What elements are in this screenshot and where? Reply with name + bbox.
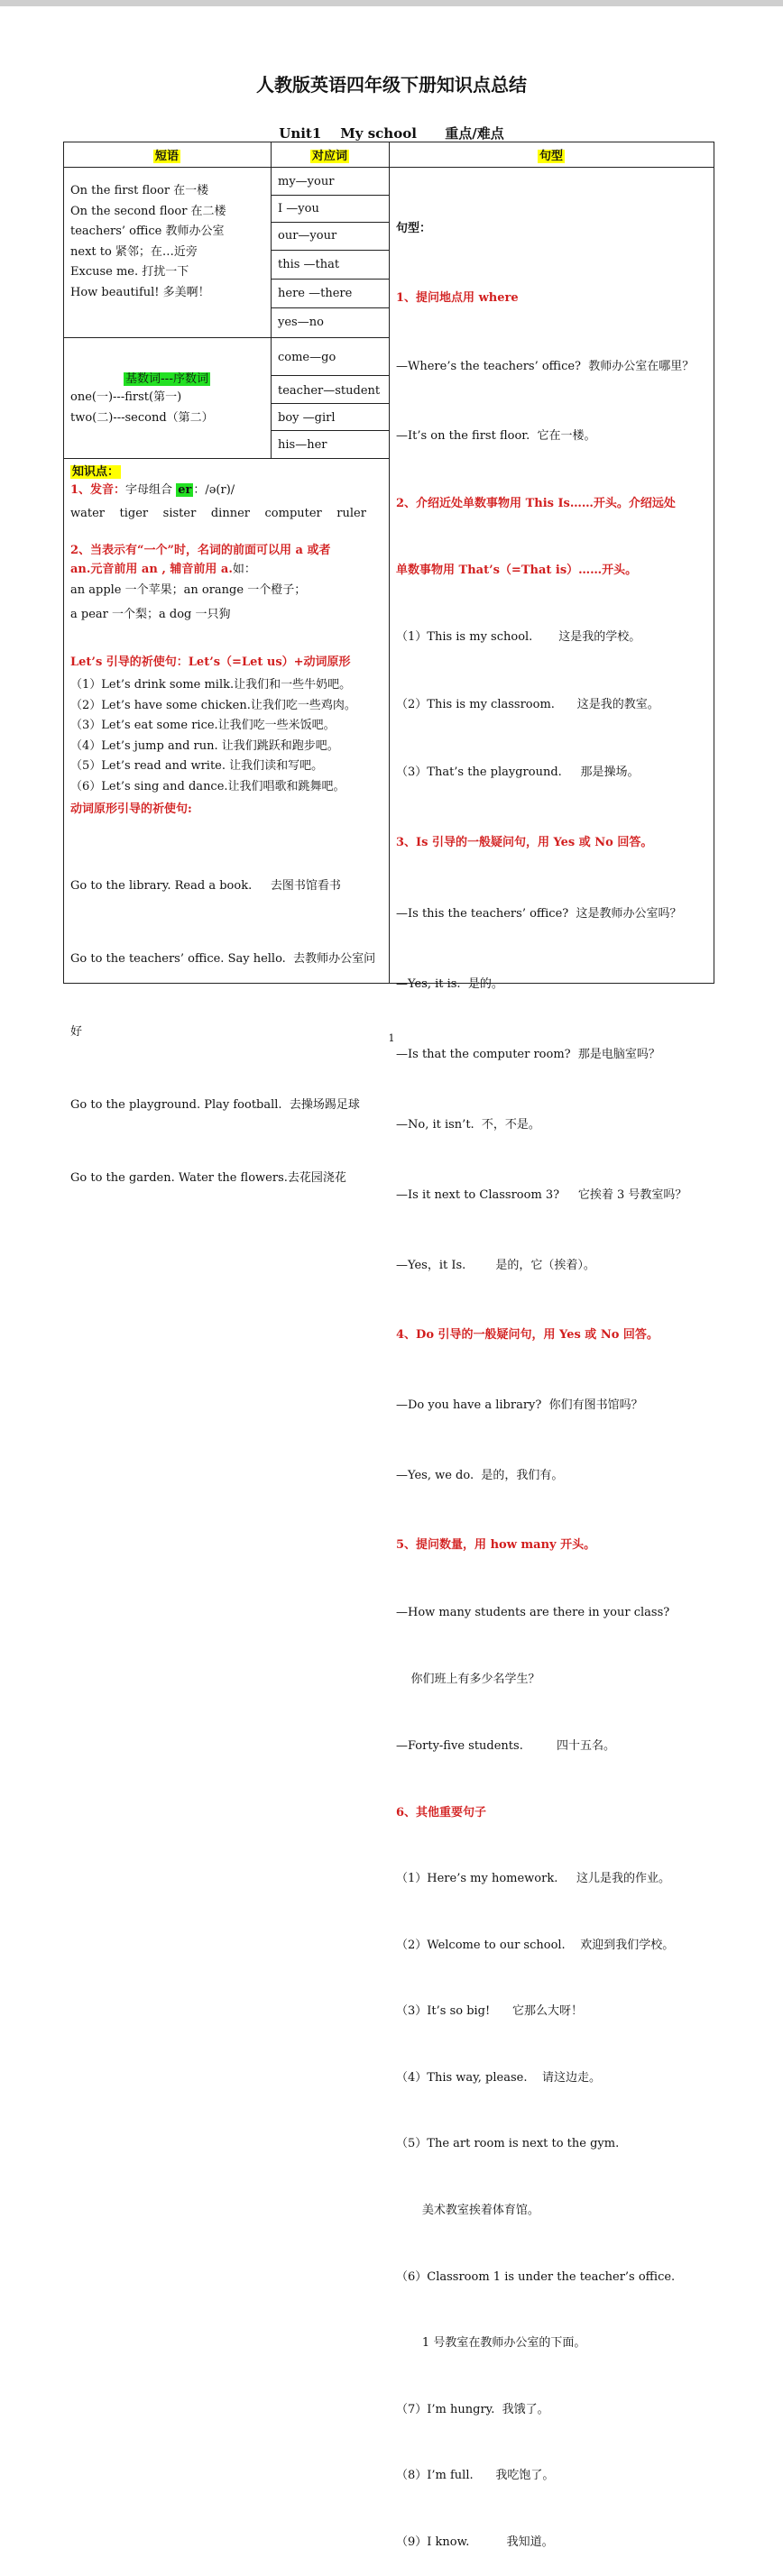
phrase-list bbox=[70, 181, 226, 304]
phrase-item: teachers’ office 教师办公室 bbox=[70, 225, 225, 239]
imperative-item: Go to the garden. Water the flowers.去花园浇花 bbox=[70, 1171, 346, 1185]
article-example-2: a pear 一个梨；a dog 一只狗 bbox=[70, 608, 231, 621]
pair-item: teacher—student bbox=[278, 384, 381, 398]
article-rule-line1: 2、当表示有“一个”时，名词的前面可以用 a 或者 bbox=[70, 544, 331, 557]
imperative-title: 动词原形引导的祈使句: bbox=[70, 802, 192, 816]
phrase-item: next to 紧邻；在…近旁 bbox=[70, 244, 198, 259]
lets-item: （3）Let’s eat some rice.让我们吃一些米饭吧。 bbox=[70, 719, 336, 733]
pattern-line: （1）Here’s my homework. 这儿是我的作业。 bbox=[396, 1872, 671, 1885]
pattern-line: —Forty-five students. 四十五名。 bbox=[396, 1739, 616, 1753]
pattern-line: （3）That’s the playground. 那是操场。 bbox=[396, 765, 640, 779]
phrase-item: On the first floor 在一楼 bbox=[70, 184, 209, 197]
pattern-line: —Yes, we do. 是的，我们有。 bbox=[396, 1469, 564, 1482]
pattern-line: （4）This way, please. 请这边走。 bbox=[396, 2070, 601, 2085]
pair-item: this —that bbox=[278, 258, 340, 271]
pattern-line: （9）I know. 我知道。 bbox=[396, 2535, 554, 2549]
pattern-line: （8）I’m full. 我吃饱了。 bbox=[396, 2469, 555, 2483]
pattern-title: 单数事物用 That’s（=That is）……开头。 bbox=[396, 564, 638, 577]
header-phrases: 短语 bbox=[154, 150, 179, 163]
lets-item: （6）Let’s sing and dance.让我们唱歌和跳舞吧。 bbox=[70, 779, 345, 793]
pair-item: I —you bbox=[278, 202, 319, 215]
article-example-1: an apple 一个苹果；an orange 一个橙子； bbox=[70, 583, 307, 597]
pair-item: our—your bbox=[278, 229, 337, 243]
pattern-line: （1）This is my school. 这是我的学校。 bbox=[396, 630, 641, 644]
lets-item: （4）Let’s jump and run. 让我们跳跃和跑步吧。 bbox=[70, 738, 339, 753]
lets-item: （5）Let’s read and write. 让我们读和写吧。 bbox=[70, 759, 324, 774]
imperative-item: 好 bbox=[70, 1025, 83, 1039]
pattern-line: —Do you have a library? 你们有图书馆吗？ bbox=[396, 1398, 643, 1412]
imperative-item: Go to the teachers’ office. Say hello. 去教师办公室问 bbox=[70, 952, 376, 966]
pattern-line: —No, it isn’t. 不，不是。 bbox=[396, 1118, 540, 1132]
pair-item: here —there bbox=[278, 287, 353, 300]
pattern-title: 2、介绍近处单数事物用 This Is……开头。介绍远处 bbox=[396, 497, 676, 510]
pattern-line: 美术教室挨着体育馆。 bbox=[396, 2203, 539, 2217]
pair-item: come—go bbox=[278, 351, 336, 364]
number-item: two(二)---second（第二） bbox=[70, 410, 214, 425]
pattern-line: 你们班上有多少名学生？ bbox=[396, 1673, 540, 1686]
pattern-line: （7）I’m hungry. 我饿了。 bbox=[396, 2402, 549, 2416]
pattern-line: —Yes，it Is. 是的，它（挨着）。 bbox=[396, 1259, 595, 1272]
page-title: 人教版英语四年级下册知识点总结 bbox=[256, 74, 527, 96]
pattern-line: —Is this the teachers’ office? 这是教师办公室吗？ bbox=[396, 907, 682, 921]
pattern-line: （6）Classroom 1 is under the teacher’s office. bbox=[396, 2269, 676, 2284]
pattern-line: （2）Welcome to our school. 欢迎到我们学校。 bbox=[396, 1938, 675, 1952]
imperative-list bbox=[70, 825, 375, 1215]
top-border bbox=[0, 0, 783, 6]
pattern-line: —Where’s the teachers’ office? 教师办公室在哪里？ bbox=[396, 360, 695, 373]
lets-item: （1）Let’s drink some milk.让我们和一些牛奶吧。 bbox=[70, 678, 352, 692]
page-number: 1 bbox=[388, 1032, 395, 1044]
phrase-item: On the second floor 在二楼 bbox=[70, 204, 226, 218]
pattern-line: （2）This is my classroom. 这是我的教室。 bbox=[396, 698, 659, 711]
pattern-line: —Is that the computer room? 那是电脑室吗？ bbox=[396, 1048, 660, 1061]
pattern-line: —Yes, it is. 是的。 bbox=[396, 977, 503, 991]
knowledge-label: 知识点： bbox=[72, 465, 120, 479]
pattern-title: 1、提问地点用 where bbox=[396, 290, 519, 305]
pattern-line: （3）It’s so big! 它那么大呀！ bbox=[396, 2004, 584, 2019]
imperative-item: Go to the library. Read a book. 去图书馆看书 bbox=[70, 879, 341, 893]
pair-item: his—her bbox=[278, 438, 327, 452]
pattern-title: 3、Is 引导的一般疑问句，用 Yes 或 No 回答。 bbox=[396, 836, 653, 849]
phrase-item: How beautiful! 多美啊！ bbox=[70, 285, 210, 299]
phrase-item: Excuse me. 打扰一下 bbox=[70, 265, 189, 280]
pattern-title: 6、其他重要句子 bbox=[396, 1806, 487, 1820]
number-item: one(一)---first(第一) bbox=[70, 390, 182, 404]
header-pairs: 对应词 bbox=[311, 150, 347, 163]
lets-title: Let’s 引导的祈使句：Let’s（=Let us）+动词原形 bbox=[70, 655, 351, 669]
pair-item: yes—no bbox=[278, 316, 324, 329]
pattern-line: （5）The art room is next to the gym. bbox=[396, 2137, 620, 2151]
pronunciation-words: water tiger sister dinner computer ruler bbox=[70, 507, 366, 520]
pair-item: boy —girl bbox=[278, 411, 336, 425]
pair-item: my—your bbox=[278, 175, 335, 188]
lets-list bbox=[70, 675, 356, 798]
sentences-label: 句型： bbox=[396, 222, 432, 235]
pattern-line: —How many students are there in your class? bbox=[396, 1606, 670, 1619]
pronunciation-line: 1、发音：字母组合 er ：/ə(r)/ bbox=[70, 483, 235, 497]
imperative-item: Go to the playground. Play football. 去操场踢足球 bbox=[70, 1098, 360, 1112]
numbers-list bbox=[70, 388, 214, 428]
pattern-line: —It’s on the first floor. 它在一楼。 bbox=[396, 428, 596, 443]
pattern-title: 5、提问数量，用 how many 开头。 bbox=[396, 1538, 596, 1552]
lets-item: （2）Let’s have some chicken.让我们吃一些鸡肉。 bbox=[70, 698, 356, 712]
numbers-label: 基数词---序数词 bbox=[124, 372, 209, 386]
header-sentences: 句型 bbox=[539, 150, 563, 163]
pattern-line: —Is it next to Classroom 3? 它挨着 3 号教室吗？ bbox=[396, 1188, 687, 1202]
sentence-patterns bbox=[396, 171, 710, 2576]
pattern-line: 1 号教室在教师办公室的下面。 bbox=[396, 2336, 586, 2351]
pattern-title: 4、Do 引导的一般疑问句，用 Yes 或 No 回答。 bbox=[396, 1328, 659, 1342]
article-rule-line2: an.元音前用 an , 辅音前用 a.如： bbox=[70, 563, 256, 576]
unit-heading: Unit1 My school 重点/难点 bbox=[279, 125, 504, 142]
